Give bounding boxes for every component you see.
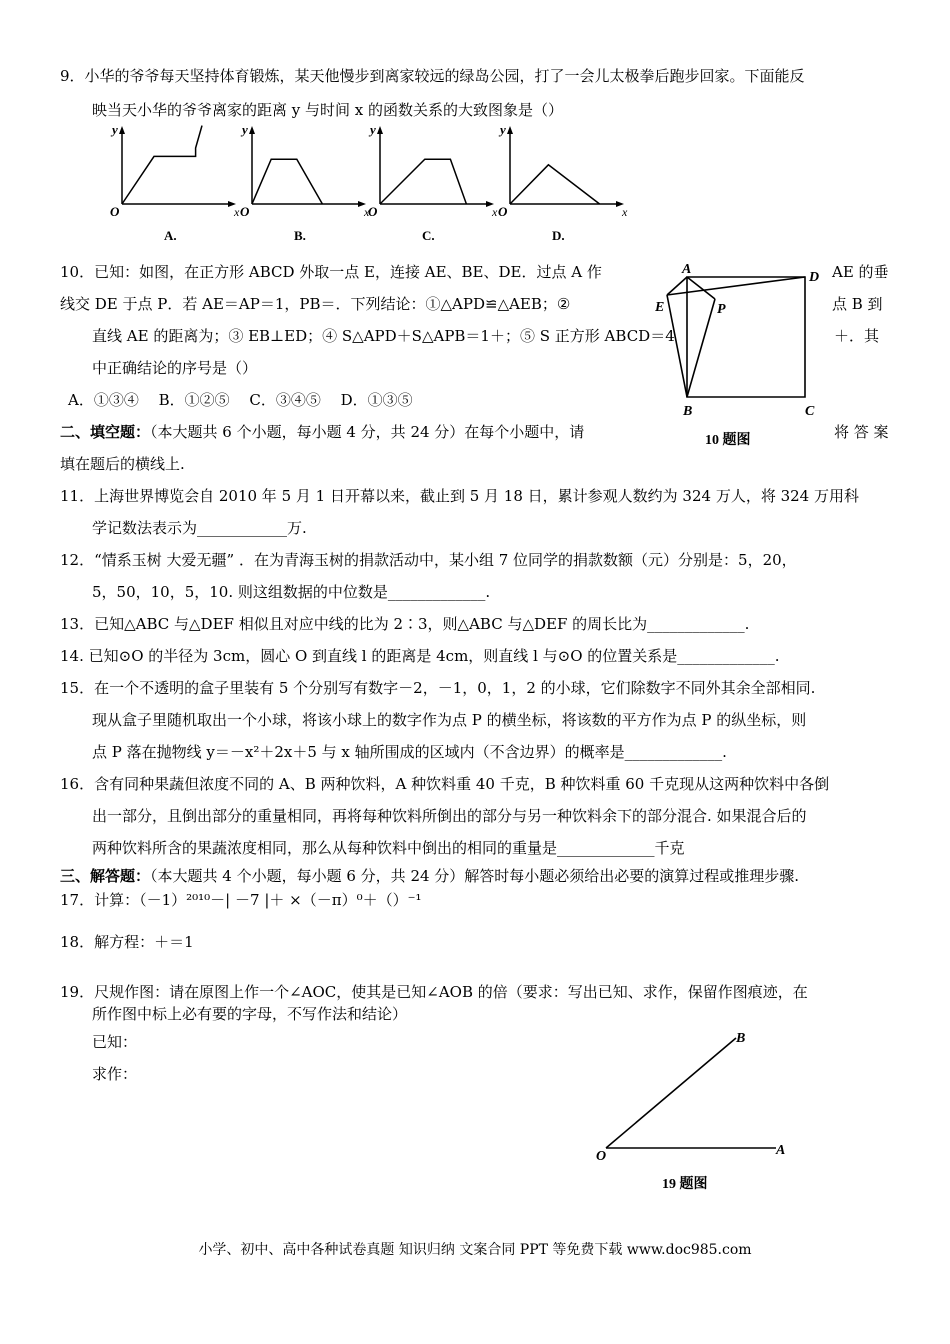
q9-graphs <box>98 122 628 250</box>
q18-line-1: 18．解方程：＋＝1 <box>60 933 194 951</box>
section-3-title: 三、解答题： <box>60 867 151 885</box>
q9-line-2: 映当天小华的爷爷离家的距离 y 与时间 x 的函数关系的大致图象是（） <box>92 101 564 119</box>
label-b: B <box>736 1031 746 1046</box>
q10-options: A．①③④ B．①②⑤ C．③④⑤ D．①③⑤ <box>68 391 413 409</box>
ray-ob <box>606 1038 736 1148</box>
x-axis-label: x <box>234 205 240 219</box>
q10-figure <box>655 255 835 455</box>
x-axis-label: x <box>492 205 498 219</box>
footer: 小学、初中、高中各种试卷真题 知识归纳 文案合同 PPT 等免费下载 www.doc985.com <box>198 1242 752 1258</box>
q9-graphs-svg <box>98 122 628 250</box>
q16-line-3: 两种饮料所含的果蔬浓度相同，那么从每种饮料中倒出的相同的重量是_____________千克 <box>92 839 685 857</box>
label-a: A <box>682 262 692 277</box>
label-p: P <box>717 302 726 317</box>
q10-line-1a: 10．已知：如图，在正方形 ABCD 外取一点 E，连接 AE、BE、DE．过点 A 作 <box>60 263 602 281</box>
segment-ap <box>687 277 715 299</box>
option-label: A. <box>164 228 177 243</box>
q19-figure <box>590 1028 800 1198</box>
section-2-header <box>60 422 584 442</box>
y-axis-label: y <box>242 122 248 137</box>
q9-graph-1-line <box>122 126 202 204</box>
section-2-desc-tail: 将 答 案 <box>834 423 889 441</box>
q19-figure-svg <box>590 1028 800 1198</box>
x-axis-label: x <box>364 205 370 219</box>
y-axis-label: y <box>370 122 376 137</box>
label-o: O <box>596 1149 607 1164</box>
q15-line-1: 15．在一个不透明的盒子里装有 5 个分别写有数字－2，－1，0，1，2 的小球，它们除数字不同外其余全部相同. <box>60 679 816 697</box>
y-axis-arrow <box>119 126 125 134</box>
option-label: C. <box>422 228 435 243</box>
q16-line-2: 出一部分，且倒出部分的重量相同，再将每种饮料所倒出的部分与另一种饮料余下的部分混合. 如果混合后的 <box>92 807 807 825</box>
q9-graph-2 <box>240 122 370 243</box>
q19-find: 求作： <box>92 1065 138 1083</box>
option-label: B. <box>294 228 306 243</box>
q15-line-2: 现从盒子里随机取出一个小球，将该小球上的数字作为点 P 的横坐标，将该数的平方作为点 P 的纵坐标，则 <box>92 711 807 729</box>
q10-line-3b: ＋．其 <box>834 327 880 345</box>
q14-line-1: 14. 已知⊙O 的半径为 3cm，圆心 O 到直线 l 的距离是 4cm，则直线 l 与⊙O 的位置关系是_____________. <box>60 647 780 665</box>
y-axis-arrow <box>507 126 513 134</box>
q9-graph-4 <box>498 122 628 243</box>
y-axis-arrow <box>377 126 383 134</box>
section-2-title: 二、填空题： <box>60 423 151 441</box>
q9-graph-4-line <box>510 165 600 204</box>
q9-graph-group <box>110 122 628 243</box>
option-label: D. <box>552 228 565 243</box>
label-d: D <box>809 270 820 285</box>
section-2-desc: （本大题共 6 个小题，每小题 4 分，共 24 分）在每个小题中，请 <box>150 423 585 441</box>
q19-known: 已知： <box>92 1033 138 1051</box>
label-e: E <box>655 300 665 315</box>
q10-line-4: 中正确结论的序号是（） <box>92 359 258 377</box>
q13-line-1: 13．已知△ABC 与△DEF 相似且对应中线的比为 2∶3，则△ABC 与△DEF 的周长比为_____________. <box>60 615 750 633</box>
q16-line-1: 16．含有同种果蔬但浓度不同的 A、B 两种饮料，A 种饮料重 40 千克，B 种饮料重 60 千克现从这两种饮料中各倒 <box>60 775 830 793</box>
section-2-desc-2: 填在题后的横线上. <box>60 455 185 473</box>
section-3-header <box>60 866 799 886</box>
segment-eb <box>667 295 687 397</box>
label-b: B <box>683 404 693 419</box>
y-axis-label: y <box>500 122 506 137</box>
q10-fig-caption: 10 题图 <box>705 433 751 448</box>
origin-label: O <box>240 204 250 219</box>
segment-pb <box>687 299 715 397</box>
q10-line-1b: AE 的垂 <box>832 263 889 281</box>
q9-graph-3-line <box>380 159 466 204</box>
q9-graph-2-line <box>252 159 322 204</box>
q9-line-1: 9．小华的爷爷每天坚持体育锻炼，某天他慢步到离家较远的绿岛公园，打了一会儿太极拳后跑步回家。下面能反 <box>60 67 805 85</box>
q12-line-2: 5，50，10，5，10. 则这组数据的中位数是_____________. <box>92 583 491 601</box>
q19-line-1: 19．尺规作图：请在原图上作一个∠AOC，使其是已知∠AOB 的倍（要求：写出已知、求作，保留作图痕迹，在 <box>60 983 808 1001</box>
q10-figure-svg <box>655 255 835 455</box>
origin-label: O <box>368 204 378 219</box>
origin-label: O <box>498 204 508 219</box>
q15-line-3: 点 P 落在抛物线 y＝－x²＋2x＋5 与 x 轴所围成的区域内（不含边界）的概率是_____________. <box>92 743 727 761</box>
origin-label: O <box>110 204 120 219</box>
q9-graph-1 <box>110 122 240 243</box>
label-a: A <box>776 1143 786 1158</box>
q12-line-1: 12．“情系玉树 大爱无疆” ．在为青海玉树的捐款活动中，某小组 7 位同学的捐款数额（元）分别是：5，20， <box>60 551 797 569</box>
y-axis-arrow <box>249 126 255 134</box>
x-axis-label: x <box>622 205 628 219</box>
q10-line-3a: 直线 AE 的距离为；③ EB⊥ED；④ S△APD＋S△APB＝1＋；⑤ S 正方形 ABCD＝4 <box>92 327 675 345</box>
q11-line-1: 11．上海世界博览会自 2010 年 5 月 1 日开幕以来，截止到 5 月 18 日，累计参观人数约为 324 万人，将 324 万用科 <box>60 487 859 505</box>
q9-graph-3 <box>368 122 498 243</box>
q19-line-2: 所作图中标上必有要的字母，不写作法和结论） <box>92 1005 408 1023</box>
q17-line-1: 17．计算：（－1）²⁰¹⁰－| －7 |＋ ×（－π）⁰＋（）⁻¹ <box>60 891 422 909</box>
section-3-desc: （本大题共 4 个小题，每小题 6 分，共 24 分）解答时每小题必须给出必要的演算过程或推理步骤. <box>150 867 800 885</box>
label-c: C <box>805 404 815 419</box>
q10-line-2b: 点 B 到 <box>832 295 883 313</box>
y-axis-label: y <box>112 122 118 137</box>
q10-line-2a: 线交 DE 于点 P．若 AE＝AP＝1，PB＝．下列结论：①△APD≌△AEB；② <box>60 295 571 313</box>
q19-fig-caption: 19 题图 <box>662 1177 708 1192</box>
q11-line-2: 学记数法表示为____________万. <box>92 519 307 537</box>
